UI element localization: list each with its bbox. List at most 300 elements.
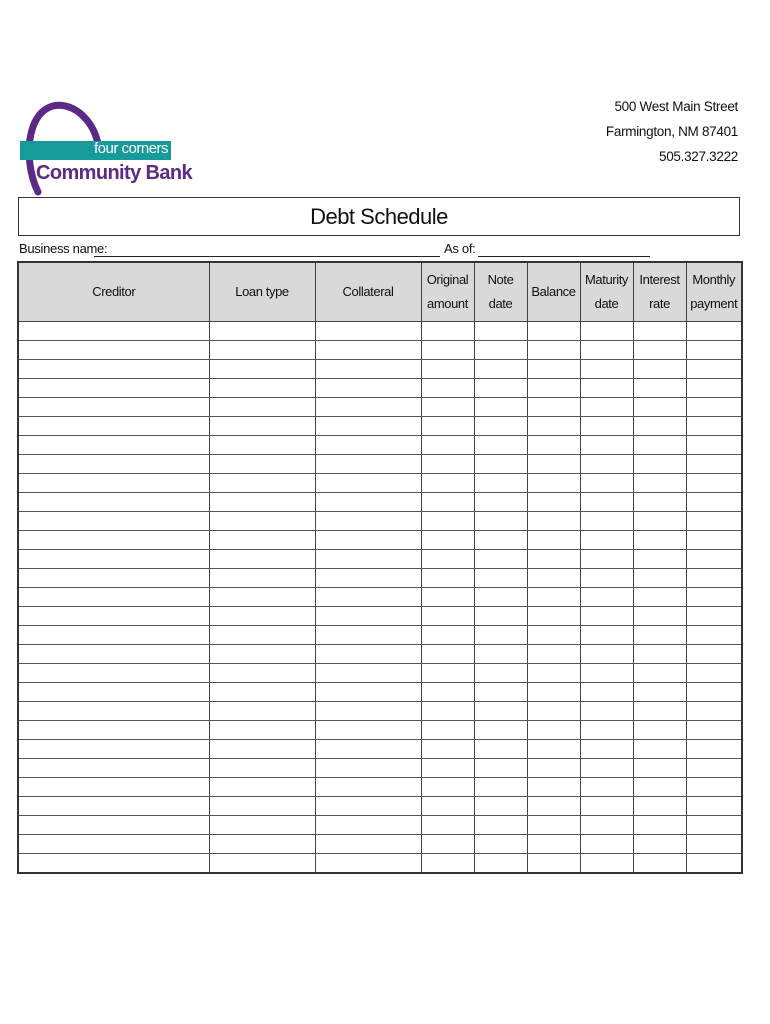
table-cell[interactable] [315, 645, 421, 664]
address-street: 500 West Main Street [614, 99, 738, 114]
table-cell[interactable] [580, 664, 633, 683]
table-cell[interactable] [580, 683, 633, 702]
table-cell[interactable] [633, 759, 686, 778]
table-cell[interactable] [580, 626, 633, 645]
table-cell[interactable] [421, 854, 474, 874]
table-cell[interactable] [527, 645, 580, 664]
table-row [18, 626, 742, 645]
header-loan-type: Loan type [209, 262, 315, 322]
table-cell[interactable] [209, 550, 315, 569]
table-cell[interactable] [209, 683, 315, 702]
table-cell[interactable] [527, 455, 580, 474]
table-cell[interactable] [580, 607, 633, 626]
table-cell[interactable] [580, 569, 633, 588]
table-cell[interactable] [315, 721, 421, 740]
table-cell[interactable] [421, 702, 474, 721]
table-cell[interactable] [18, 626, 209, 645]
table-cell[interactable] [474, 683, 527, 702]
table-cell[interactable] [421, 816, 474, 835]
table-cell[interactable] [315, 512, 421, 531]
table-cell[interactable] [209, 379, 315, 398]
table-cell[interactable] [315, 778, 421, 797]
table-cell[interactable] [580, 645, 633, 664]
header-maturity-date: Maturity date [580, 262, 633, 322]
table-cell[interactable] [580, 341, 633, 360]
table-cell[interactable] [315, 436, 421, 455]
business-name-field[interactable] [94, 256, 440, 257]
table-cell[interactable] [315, 588, 421, 607]
table-cell[interactable] [315, 379, 421, 398]
table-cell[interactable] [18, 360, 209, 379]
table-cell[interactable] [633, 740, 686, 759]
table-cell[interactable] [18, 835, 209, 854]
table-cell[interactable] [633, 588, 686, 607]
table-cell[interactable] [474, 417, 527, 436]
table-cell[interactable] [421, 778, 474, 797]
table-cell[interactable] [18, 778, 209, 797]
table-cell[interactable] [580, 417, 633, 436]
table-cell[interactable] [527, 664, 580, 683]
as-of-label: As of: [444, 241, 476, 256]
table-row [18, 740, 742, 759]
table-cell[interactable] [18, 531, 209, 550]
table-cell[interactable] [315, 702, 421, 721]
table-cell[interactable] [474, 645, 527, 664]
table-row [18, 360, 742, 379]
table-cell[interactable] [633, 854, 686, 874]
table-cell[interactable] [686, 664, 742, 683]
table-row [18, 341, 742, 360]
table-cell[interactable] [18, 474, 209, 493]
table-cell[interactable] [686, 417, 742, 436]
table-cell[interactable] [315, 854, 421, 874]
table-cell[interactable] [527, 569, 580, 588]
table-cell[interactable] [633, 436, 686, 455]
table-cell[interactable] [474, 322, 527, 341]
table-cell[interactable] [686, 455, 742, 474]
table-cell[interactable] [527, 683, 580, 702]
table-cell[interactable] [421, 759, 474, 778]
table-cell[interactable] [315, 531, 421, 550]
table-cell[interactable] [686, 531, 742, 550]
table-cell[interactable] [315, 740, 421, 759]
table-row [18, 379, 742, 398]
table-cell[interactable] [686, 816, 742, 835]
table-cell[interactable] [527, 474, 580, 493]
table-cell[interactable] [474, 360, 527, 379]
table-cell[interactable] [474, 626, 527, 645]
table-cell[interactable] [633, 645, 686, 664]
table-cell[interactable] [209, 474, 315, 493]
table-cell[interactable] [527, 721, 580, 740]
table-cell[interactable] [633, 835, 686, 854]
table-cell[interactable] [474, 664, 527, 683]
table-cell[interactable] [421, 360, 474, 379]
table-cell[interactable] [580, 322, 633, 341]
table-row [18, 455, 742, 474]
table-cell[interactable] [315, 569, 421, 588]
table-cell[interactable] [527, 379, 580, 398]
table-cell[interactable] [421, 417, 474, 436]
table-cell[interactable] [527, 607, 580, 626]
table-cell[interactable] [580, 360, 633, 379]
table-cell[interactable] [580, 854, 633, 874]
table-cell[interactable] [686, 379, 742, 398]
table-cell[interactable] [686, 607, 742, 626]
table-cell[interactable] [315, 398, 421, 417]
table-body [18, 322, 742, 874]
table-cell[interactable] [686, 759, 742, 778]
table-cell[interactable] [474, 436, 527, 455]
table-row [18, 512, 742, 531]
table-cell[interactable] [209, 436, 315, 455]
table-cell[interactable] [18, 702, 209, 721]
table-cell[interactable] [18, 721, 209, 740]
header-original-amount: Original amount [421, 262, 474, 322]
table-cell[interactable] [580, 740, 633, 759]
table-cell[interactable] [686, 778, 742, 797]
table-cell[interactable] [527, 588, 580, 607]
table-cell[interactable] [209, 455, 315, 474]
table-cell[interactable] [421, 474, 474, 493]
table-cell[interactable] [633, 550, 686, 569]
table-cell[interactable] [474, 854, 527, 874]
table-cell[interactable] [315, 759, 421, 778]
table-cell[interactable] [474, 778, 527, 797]
table-cell[interactable] [18, 322, 209, 341]
table-cell[interactable] [421, 740, 474, 759]
header-note-date: Note date [474, 262, 527, 322]
table-row [18, 436, 742, 455]
table-cell[interactable] [209, 398, 315, 417]
table-cell[interactable] [209, 493, 315, 512]
table-cell[interactable] [527, 512, 580, 531]
table-cell[interactable] [686, 626, 742, 645]
table-cell[interactable] [527, 740, 580, 759]
table-cell[interactable] [527, 341, 580, 360]
table-cell[interactable] [315, 455, 421, 474]
table-cell[interactable] [315, 493, 421, 512]
table-cell[interactable] [686, 645, 742, 664]
table-cell[interactable] [580, 379, 633, 398]
table-cell[interactable] [18, 816, 209, 835]
table-row [18, 664, 742, 683]
table-cell[interactable] [633, 626, 686, 645]
table-cell[interactable] [527, 436, 580, 455]
table-cell[interactable] [474, 721, 527, 740]
table-row [18, 531, 742, 550]
table-cell[interactable] [527, 778, 580, 797]
table-cell[interactable] [633, 398, 686, 417]
table-cell[interactable] [633, 360, 686, 379]
table-cell[interactable] [421, 607, 474, 626]
table-cell[interactable] [527, 493, 580, 512]
table-cell[interactable] [633, 531, 686, 550]
table-row [18, 778, 742, 797]
table-cell[interactable] [421, 341, 474, 360]
table-cell[interactable] [580, 455, 633, 474]
table-cell[interactable] [315, 360, 421, 379]
table-row [18, 474, 742, 493]
table-cell[interactable] [18, 664, 209, 683]
table-cell[interactable] [209, 645, 315, 664]
table-cell[interactable] [633, 474, 686, 493]
table-cell[interactable] [18, 512, 209, 531]
table-cell[interactable] [474, 398, 527, 417]
table-cell[interactable] [580, 702, 633, 721]
table-cell[interactable] [580, 398, 633, 417]
table-cell[interactable] [633, 493, 686, 512]
table-cell[interactable] [527, 702, 580, 721]
table-cell[interactable] [580, 816, 633, 835]
table-cell[interactable] [18, 607, 209, 626]
table-cell[interactable] [686, 512, 742, 531]
header-balance: Balance [527, 262, 580, 322]
table-row [18, 854, 742, 874]
table-cell[interactable] [209, 740, 315, 759]
table-cell[interactable] [209, 417, 315, 436]
as-of-field[interactable] [478, 256, 650, 257]
table-cell[interactable] [580, 797, 633, 816]
table-cell[interactable] [421, 797, 474, 816]
table-cell[interactable] [209, 854, 315, 874]
table-cell[interactable] [474, 759, 527, 778]
table-cell[interactable] [209, 835, 315, 854]
table-cell[interactable] [580, 436, 633, 455]
table-cell[interactable] [633, 455, 686, 474]
table-cell[interactable] [527, 322, 580, 341]
table-cell[interactable] [421, 721, 474, 740]
business-info-line [18, 240, 740, 260]
table-cell[interactable] [474, 531, 527, 550]
table-cell[interactable] [633, 683, 686, 702]
bank-address [606, 94, 738, 169]
table-cell[interactable] [474, 474, 527, 493]
table-cell[interactable] [18, 683, 209, 702]
table-cell[interactable] [686, 474, 742, 493]
table-cell[interactable] [580, 759, 633, 778]
table-cell[interactable] [421, 512, 474, 531]
table-cell[interactable] [633, 778, 686, 797]
table-cell[interactable] [18, 569, 209, 588]
table-cell[interactable] [686, 341, 742, 360]
table-cell[interactable] [580, 550, 633, 569]
table-cell[interactable] [580, 531, 633, 550]
table-row [18, 683, 742, 702]
table-cell[interactable] [474, 569, 527, 588]
table-cell[interactable] [474, 740, 527, 759]
table-cell[interactable] [18, 379, 209, 398]
table-cell[interactable] [527, 531, 580, 550]
table-cell[interactable] [315, 835, 421, 854]
table-cell[interactable] [474, 512, 527, 531]
table-cell[interactable] [474, 379, 527, 398]
table-cell[interactable] [315, 626, 421, 645]
address-phone: 505.327.3222 [659, 149, 738, 164]
table-cell[interactable] [315, 797, 421, 816]
table-cell[interactable] [18, 740, 209, 759]
table-cell[interactable] [686, 550, 742, 569]
table-cell[interactable] [580, 588, 633, 607]
table-cell[interactable] [633, 664, 686, 683]
table-cell[interactable] [686, 398, 742, 417]
table-cell[interactable] [633, 341, 686, 360]
table-cell[interactable] [18, 550, 209, 569]
table-cell[interactable] [18, 493, 209, 512]
table-cell[interactable] [474, 797, 527, 816]
table-cell[interactable] [209, 322, 315, 341]
table-cell[interactable] [209, 512, 315, 531]
table-cell[interactable] [686, 854, 742, 874]
table-cell[interactable] [18, 436, 209, 455]
table-cell[interactable] [633, 322, 686, 341]
table-cell[interactable] [527, 797, 580, 816]
table-cell[interactable] [421, 569, 474, 588]
table-cell[interactable] [421, 436, 474, 455]
table-cell[interactable] [527, 835, 580, 854]
table-cell[interactable] [421, 588, 474, 607]
table-cell[interactable] [315, 474, 421, 493]
table-cell[interactable] [209, 588, 315, 607]
table-cell[interactable] [315, 417, 421, 436]
table-cell[interactable] [209, 797, 315, 816]
table-cell[interactable] [209, 341, 315, 360]
business-name-label: Business name: [19, 241, 108, 256]
table-cell[interactable] [527, 626, 580, 645]
table-cell[interactable] [209, 531, 315, 550]
table-cell[interactable] [633, 417, 686, 436]
table-cell[interactable] [686, 322, 742, 341]
table-row [18, 835, 742, 854]
table-cell[interactable] [421, 379, 474, 398]
table-cell[interactable] [315, 607, 421, 626]
table-cell[interactable] [686, 740, 742, 759]
table-cell[interactable] [633, 379, 686, 398]
table-cell[interactable] [686, 683, 742, 702]
table-row [18, 759, 742, 778]
table-cell[interactable] [686, 360, 742, 379]
table-cell[interactable] [686, 835, 742, 854]
table-cell[interactable] [633, 721, 686, 740]
table-cell[interactable] [686, 702, 742, 721]
table-cell[interactable] [209, 778, 315, 797]
table-cell[interactable] [633, 607, 686, 626]
table-cell[interactable] [18, 854, 209, 874]
table-header-row [18, 262, 742, 322]
table-cell[interactable] [421, 531, 474, 550]
table-cell[interactable] [580, 493, 633, 512]
table-cell[interactable] [421, 626, 474, 645]
table-cell[interactable] [527, 398, 580, 417]
table-cell[interactable] [18, 455, 209, 474]
table-cell[interactable] [527, 816, 580, 835]
table-cell[interactable] [633, 512, 686, 531]
table-cell[interactable] [474, 835, 527, 854]
table-cell[interactable] [209, 816, 315, 835]
table-cell[interactable] [580, 778, 633, 797]
table-cell[interactable] [580, 721, 633, 740]
table-cell[interactable] [527, 854, 580, 874]
table-cell[interactable] [686, 436, 742, 455]
bank-logo [18, 92, 193, 196]
table-cell[interactable] [18, 759, 209, 778]
table-cell[interactable] [209, 702, 315, 721]
table-cell[interactable] [18, 398, 209, 417]
table-cell[interactable] [580, 474, 633, 493]
table-cell[interactable] [686, 493, 742, 512]
table-cell[interactable] [315, 341, 421, 360]
table-cell[interactable] [686, 569, 742, 588]
header-creditor: Creditor [18, 262, 209, 322]
table-cell[interactable] [315, 816, 421, 835]
header-interest-rate: Interest rate [633, 262, 686, 322]
table-cell[interactable] [633, 797, 686, 816]
logo-community-bank: Community Bank [36, 162, 193, 184]
table-cell[interactable] [527, 417, 580, 436]
table-cell[interactable] [315, 664, 421, 683]
table-cell[interactable] [315, 683, 421, 702]
debt-schedule-table [17, 261, 743, 874]
table-cell[interactable] [580, 512, 633, 531]
table-cell[interactable] [421, 683, 474, 702]
table-cell[interactable] [527, 550, 580, 569]
table-cell[interactable] [18, 645, 209, 664]
table-cell[interactable] [18, 417, 209, 436]
table-cell[interactable] [421, 322, 474, 341]
table-cell[interactable] [209, 759, 315, 778]
table-cell[interactable] [474, 550, 527, 569]
table-cell[interactable] [209, 664, 315, 683]
table-cell[interactable] [209, 607, 315, 626]
table-cell[interactable] [209, 626, 315, 645]
table-cell[interactable] [527, 360, 580, 379]
table-row [18, 816, 742, 835]
table-cell[interactable] [18, 797, 209, 816]
table-cell[interactable] [315, 550, 421, 569]
table-cell[interactable] [209, 569, 315, 588]
table-cell[interactable] [209, 360, 315, 379]
table-cell[interactable] [474, 816, 527, 835]
table-cell[interactable] [633, 816, 686, 835]
table-cell[interactable] [209, 721, 315, 740]
table-cell[interactable] [474, 588, 527, 607]
table-cell[interactable] [580, 835, 633, 854]
table-cell[interactable] [18, 588, 209, 607]
table-cell[interactable] [686, 797, 742, 816]
table-cell[interactable] [474, 493, 527, 512]
table-cell[interactable] [474, 341, 527, 360]
table-row [18, 398, 742, 417]
table-cell[interactable] [421, 664, 474, 683]
table-row [18, 322, 742, 341]
table-cell[interactable] [686, 588, 742, 607]
table-cell[interactable] [421, 493, 474, 512]
table-cell[interactable] [633, 569, 686, 588]
table-cell[interactable] [527, 759, 580, 778]
table-cell[interactable] [633, 702, 686, 721]
table-cell[interactable] [474, 607, 527, 626]
table-cell[interactable] [474, 455, 527, 474]
table-cell[interactable] [421, 835, 474, 854]
table-cell[interactable] [315, 322, 421, 341]
table-cell[interactable] [421, 645, 474, 664]
table-cell[interactable] [474, 702, 527, 721]
table-cell[interactable] [421, 398, 474, 417]
table-cell[interactable] [18, 341, 209, 360]
table-cell[interactable] [421, 550, 474, 569]
table-cell[interactable] [686, 721, 742, 740]
table-cell[interactable] [421, 455, 474, 474]
